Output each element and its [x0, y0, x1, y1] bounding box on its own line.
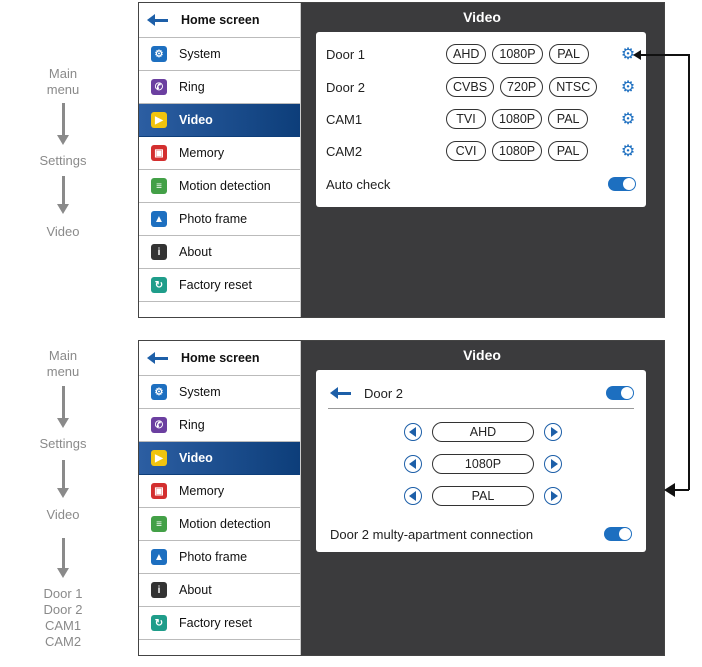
- menu-item-system[interactable]: [139, 376, 300, 409]
- format-pill[interactable]: CVBS: [446, 77, 494, 97]
- menu-item-label: Ring: [179, 418, 205, 432]
- prev-arrow-icon[interactable]: [404, 423, 422, 441]
- breadcrumb-settings: Settings: [39, 436, 87, 451]
- back-arrow-icon[interactable]: [330, 386, 352, 400]
- auto-check-row: [326, 172, 636, 196]
- auto-check-toggle[interactable]: [608, 177, 636, 191]
- channel-row-door2: [326, 75, 636, 99]
- standard-pill[interactable]: NTSC: [549, 77, 597, 97]
- breadcrumb-channels: Door 1 Door 2 CAM1 CAM2: [43, 586, 83, 649]
- gear-icon: ⚙: [151, 46, 167, 62]
- menu-item-about[interactable]: [139, 236, 300, 269]
- menu-item-photo-frame[interactable]: [139, 541, 300, 574]
- format-pill[interactable]: TVI: [446, 109, 486, 129]
- menu-item-memory[interactable]: [139, 137, 300, 170]
- connector-line: [638, 54, 688, 56]
- page-title: Video: [463, 9, 501, 25]
- connector-line: [674, 489, 689, 491]
- resolution-pill[interactable]: 1080P: [492, 44, 542, 64]
- menu-item-about[interactable]: [139, 574, 300, 607]
- channel-label: Door 1: [326, 46, 366, 62]
- page-title: Video: [463, 347, 501, 363]
- phone-icon: ✆: [151, 79, 167, 95]
- connector-line: [688, 54, 690, 490]
- channel-row-cam1: [326, 107, 636, 131]
- standard-pill[interactable]: PAL: [549, 44, 589, 64]
- menu-item-label: Photo frame: [179, 212, 248, 226]
- connector-arrow-icon: [633, 50, 641, 60]
- standard-stepper: [404, 486, 562, 506]
- gear-icon[interactable]: ⚙: [620, 111, 636, 128]
- format-stepper: [404, 422, 562, 442]
- down-arrow-icon: [57, 460, 69, 500]
- gear-icon[interactable]: ⚙: [620, 143, 636, 160]
- menu-item-label: Motion detection: [179, 517, 271, 531]
- gear-icon[interactable]: ⚙: [620, 46, 636, 63]
- back-arrow-icon: [147, 13, 169, 27]
- menu-item-label: Motion detection: [179, 179, 271, 193]
- menu-item-factory-reset[interactable]: [139, 269, 300, 302]
- photo-icon: ▲: [151, 211, 167, 227]
- info-icon: i: [151, 244, 167, 260]
- connector-arrow-icon: [664, 483, 675, 497]
- menu-item-video[interactable]: [139, 104, 300, 137]
- auto-check-label: Auto check: [326, 176, 391, 192]
- menu-item-motion-detection[interactable]: [139, 508, 300, 541]
- channel-row-door1: [326, 42, 636, 66]
- down-arrow-icon: [57, 538, 69, 580]
- motion-icon: ≡: [151, 516, 167, 532]
- photo-icon: ▲: [151, 549, 167, 565]
- settings-menu: [139, 3, 301, 317]
- multi-apartment-label: Door 2 multy-apartment connection: [330, 526, 534, 542]
- phone-icon: ✆: [151, 417, 167, 433]
- standard-pill[interactable]: PAL: [548, 109, 588, 129]
- info-icon: i: [151, 582, 167, 598]
- play-icon: ▶: [151, 112, 167, 128]
- menu-item-label: About: [179, 245, 212, 259]
- menu-item-memory[interactable]: [139, 475, 300, 508]
- prev-arrow-icon[interactable]: [404, 487, 422, 505]
- menu-item-label: Video: [179, 113, 213, 127]
- door2-title: Door 2: [364, 385, 404, 401]
- menu-item-label: System: [179, 385, 221, 399]
- reset-icon: ↻: [151, 615, 167, 631]
- menu-item-label: Photo frame: [179, 550, 248, 564]
- menu-item-ring[interactable]: [139, 71, 300, 104]
- breadcrumb-main-menu: Main menu: [46, 66, 80, 97]
- breadcrumb-video: Video: [46, 224, 80, 239]
- gear-icon[interactable]: ⚙: [620, 79, 636, 96]
- door2-header: [328, 378, 634, 409]
- channel-label: Door 2: [326, 79, 366, 95]
- standard-value: PAL: [432, 486, 534, 506]
- resolution-value: 1080P: [432, 454, 534, 474]
- menu-item-video[interactable]: [139, 442, 300, 475]
- menu-item-label: Memory: [179, 146, 225, 160]
- memory-icon: ▣: [151, 483, 167, 499]
- home-screen-label: Home screen: [181, 13, 260, 27]
- menu-item-label: Factory reset: [179, 278, 252, 292]
- menu-item-label: Factory reset: [179, 616, 252, 630]
- menu-item-ring[interactable]: [139, 409, 300, 442]
- play-icon: ▶: [151, 450, 167, 466]
- home-screen-label: Home screen: [181, 351, 260, 365]
- menu-item-label: System: [179, 47, 221, 61]
- motion-icon: ≡: [151, 178, 167, 194]
- menu-item-label: Memory: [179, 484, 225, 498]
- breadcrumb-main-menu: Main menu: [46, 348, 80, 379]
- format-pill[interactable]: AHD: [446, 44, 486, 64]
- standard-pill[interactable]: PAL: [548, 141, 588, 161]
- video-channels-card: [316, 32, 646, 207]
- door2-settings-card: [316, 370, 646, 552]
- menu-item-label: Ring: [179, 80, 205, 94]
- gear-icon: ⚙: [151, 384, 167, 400]
- channel-label: CAM2: [326, 143, 363, 159]
- home-screen-button[interactable]: [139, 3, 300, 38]
- back-arrow-icon: [147, 351, 169, 365]
- down-arrow-icon: [57, 386, 69, 430]
- format-value: AHD: [432, 422, 534, 442]
- prev-arrow-icon[interactable]: [404, 455, 422, 473]
- multi-apartment-toggle[interactable]: [604, 527, 632, 541]
- menu-item-label: Video: [179, 451, 213, 465]
- home-screen-button[interactable]: [139, 341, 300, 376]
- next-arrow-icon[interactable]: [544, 423, 562, 441]
- channel-label: CAM1: [326, 111, 363, 127]
- next-arrow-icon[interactable]: [544, 455, 562, 473]
- door2-toggle[interactable]: [606, 386, 634, 400]
- resolution-pill[interactable]: 720P: [500, 77, 543, 97]
- format-pill[interactable]: CVI: [446, 141, 486, 161]
- breadcrumb-settings: Settings: [39, 153, 87, 168]
- breadcrumb-bottom: [18, 340, 108, 660]
- video-settings-panel-bottom: [138, 340, 665, 656]
- video-settings-panel-top: [138, 2, 665, 318]
- breadcrumb-top: [18, 0, 108, 300]
- settings-menu: [139, 341, 301, 655]
- multi-apartment-row: [330, 522, 632, 546]
- channel-row-cam2: [326, 139, 636, 163]
- down-arrow-icon: [57, 176, 69, 216]
- menu-item-photo-frame[interactable]: [139, 203, 300, 236]
- breadcrumb-video: Video: [46, 507, 80, 522]
- down-arrow-icon: [57, 103, 69, 147]
- menu-item-factory-reset[interactable]: [139, 607, 300, 640]
- menu-item-label: About: [179, 583, 212, 597]
- resolution-stepper: [404, 454, 562, 474]
- next-arrow-icon[interactable]: [544, 487, 562, 505]
- memory-icon: ▣: [151, 145, 167, 161]
- resolution-pill[interactable]: 1080P: [492, 109, 542, 129]
- menu-item-system[interactable]: [139, 38, 300, 71]
- resolution-pill[interactable]: 1080P: [492, 141, 542, 161]
- reset-icon: ↻: [151, 277, 167, 293]
- menu-item-motion-detection[interactable]: [139, 170, 300, 203]
